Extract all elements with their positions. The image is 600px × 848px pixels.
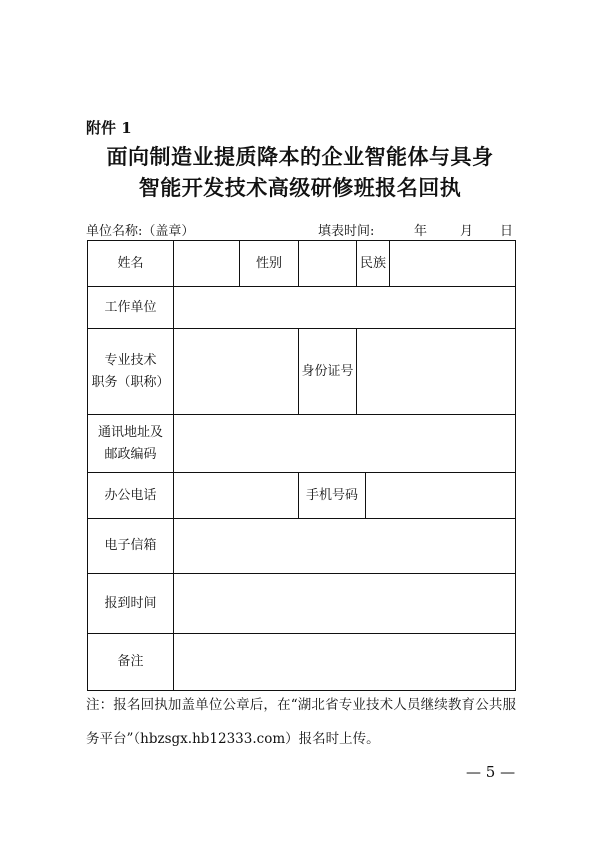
work-unit-label: 工作单位	[88, 287, 174, 329]
email-field[interactable]	[174, 519, 516, 574]
footnote: 注：报名回执加盖单位公章后，在“湖北省专业技术人员继续教育公共服务平台”（hbzsgx.hb12333.com）报名时上传。	[86, 697, 516, 747]
row-phone	[88, 473, 516, 519]
gender-label: 性别	[240, 241, 299, 287]
mobile-label: 手机号码	[299, 473, 366, 519]
row-remarks	[88, 634, 516, 691]
row-arrival	[88, 574, 516, 634]
registration-form-table	[87, 240, 516, 691]
title-line-1: 面向制造业提质降本的企业智能体与具身	[106, 144, 494, 169]
name-label: 姓名	[88, 241, 174, 287]
arrival-time-field[interactable]	[174, 574, 516, 634]
row-work-unit	[88, 287, 516, 329]
ethnicity-field[interactable]	[390, 241, 516, 287]
row-title-id	[88, 329, 516, 415]
address-label-line-2: 邮政编码	[104, 446, 157, 462]
row-basic-info	[88, 241, 516, 287]
arrival-time-label: 报到时间	[88, 574, 174, 634]
title-line-2: 智能开发技术高级研修班报名回执	[138, 175, 462, 200]
work-unit-field[interactable]	[174, 287, 516, 329]
unit-name-label: 单位名称:（盖章）	[86, 224, 195, 239]
email-label: 电子信箱	[88, 519, 174, 574]
row-address	[88, 415, 516, 473]
address-field[interactable]	[174, 415, 516, 473]
office-phone-label: 办公电话	[88, 473, 174, 519]
mobile-field[interactable]	[366, 473, 516, 519]
name-field[interactable]	[174, 241, 240, 287]
id-number-label: 身份证号	[299, 329, 357, 415]
professional-title-field[interactable]	[174, 329, 299, 415]
remarks-field[interactable]	[174, 634, 516, 691]
row-email	[88, 519, 516, 574]
id-number-field[interactable]	[357, 329, 516, 415]
ethnicity-label: 民族	[357, 241, 390, 287]
attachment-label: 附件 1	[86, 119, 132, 137]
fill-time-label: 填表时间:	[318, 224, 375, 239]
address-label-line-1: 通讯地址及	[97, 424, 163, 440]
professional-title-line-1: 专业技术	[104, 352, 157, 368]
address-label	[88, 415, 174, 473]
office-phone-field[interactable]	[174, 473, 299, 519]
page-number: — 5 —	[466, 763, 516, 781]
professional-title-line-2: 职务（职称）	[91, 374, 170, 390]
year-label: 年	[414, 224, 428, 239]
month-label: 月	[460, 224, 474, 239]
gender-field[interactable]	[299, 241, 357, 287]
day-label: 日	[500, 224, 514, 239]
remarks-label: 备注	[88, 634, 174, 691]
professional-title-label	[88, 329, 174, 415]
